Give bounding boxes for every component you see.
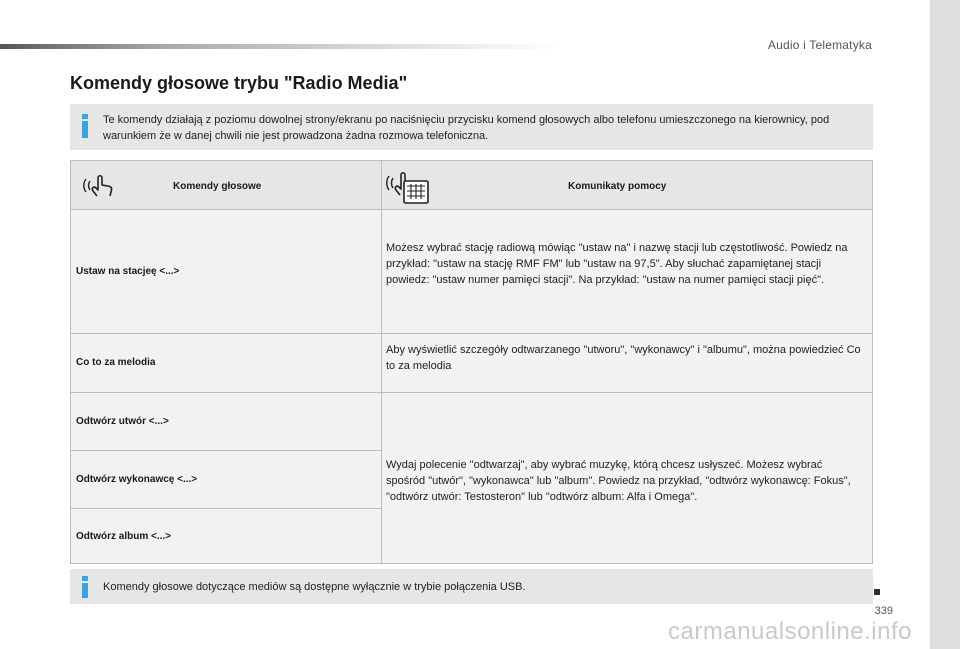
info-text-top: Te komendy działają z poziomu dowolnej strony/ekranu po naciśnięciu przycisku komend głosowych albo telefonu umieszczonego na kierownicy, pod warunkiem że w danej chwili nie jest prowadzona żadna rozmowa telefoniczna.: [103, 114, 830, 142]
side-strip: [930, 0, 960, 649]
help-text: Aby wyświetlić szczegóły odtwarzanego "utworu", "wykonawcy" i "albumu", można powiedzieć Co to za melodia: [386, 344, 861, 372]
info-box-top: [70, 104, 873, 150]
table-row: [71, 508, 382, 563]
command-label: Odtwórz wykonawcę <...>: [76, 474, 198, 485]
table-row: [71, 333, 382, 392]
header-help: [382, 161, 872, 209]
command-label: Odtwórz album <...>: [76, 531, 172, 542]
header-help-label: Komunikaty pomocy: [568, 181, 667, 192]
header-commands-label: Komendy głosowe: [173, 181, 262, 192]
voice-commands-table: [70, 160, 873, 564]
help-text: Możesz wybrać stację radiową mówiąc "ustaw na" i nazwę stacji lub częstotliwość. Powiedz na przykład: "ustaw na stację RMF FM" lub "ustaw na 97,5". Aby słuchać zapamiętanej stacji powiedz: "ustaw numer pamięci stacji". Na przykład: "ustaw na numer pamięci stacji pięć".: [386, 242, 848, 286]
help-cell-shared: [382, 392, 872, 563]
table-row: [71, 392, 382, 450]
command-label: Co to za melodia: [76, 357, 156, 368]
help-messages-icon: [386, 165, 432, 205]
voice-command-icon: [81, 170, 115, 200]
info-icon: [80, 576, 90, 598]
command-label: Ustaw na stacjeę <...>: [76, 266, 180, 277]
command-label: Odtwórz utwór <...>: [76, 416, 169, 427]
page-marker: [874, 589, 880, 595]
info-box-bottom: [70, 569, 873, 604]
section-header: Audio i Telematyka: [767, 38, 872, 52]
watermark: carmanualsonline.info: [668, 618, 912, 645]
info-text-bottom: Komendy głosowe dotyczące mediów są dostępne wyłącznie w trybie połączenia USB.: [103, 581, 526, 593]
help-cell: [382, 333, 872, 392]
help-text: Wydaj polecenie "odtwarzaj", aby wybrać muzykę, którą chcesz usłyszeć. Możesz wybrać spośród "utwór", "wykonawca" lub "album". Powiedz na przykład, "odtwórz wykonawcę: Fokus", "odtwórz utwór: Testosteron" lub "odtwórz album: Alfa i Omega".: [386, 459, 851, 503]
info-icon: [80, 114, 90, 138]
page-title: Komendy głosowe trybu "Radio Media": [70, 73, 408, 93]
header-commands: [71, 161, 382, 209]
table-row: [71, 209, 382, 333]
page-number: 339: [874, 605, 893, 617]
table-row: [71, 450, 382, 508]
top-gradient-bar: [0, 44, 560, 49]
help-cell: [382, 209, 872, 333]
